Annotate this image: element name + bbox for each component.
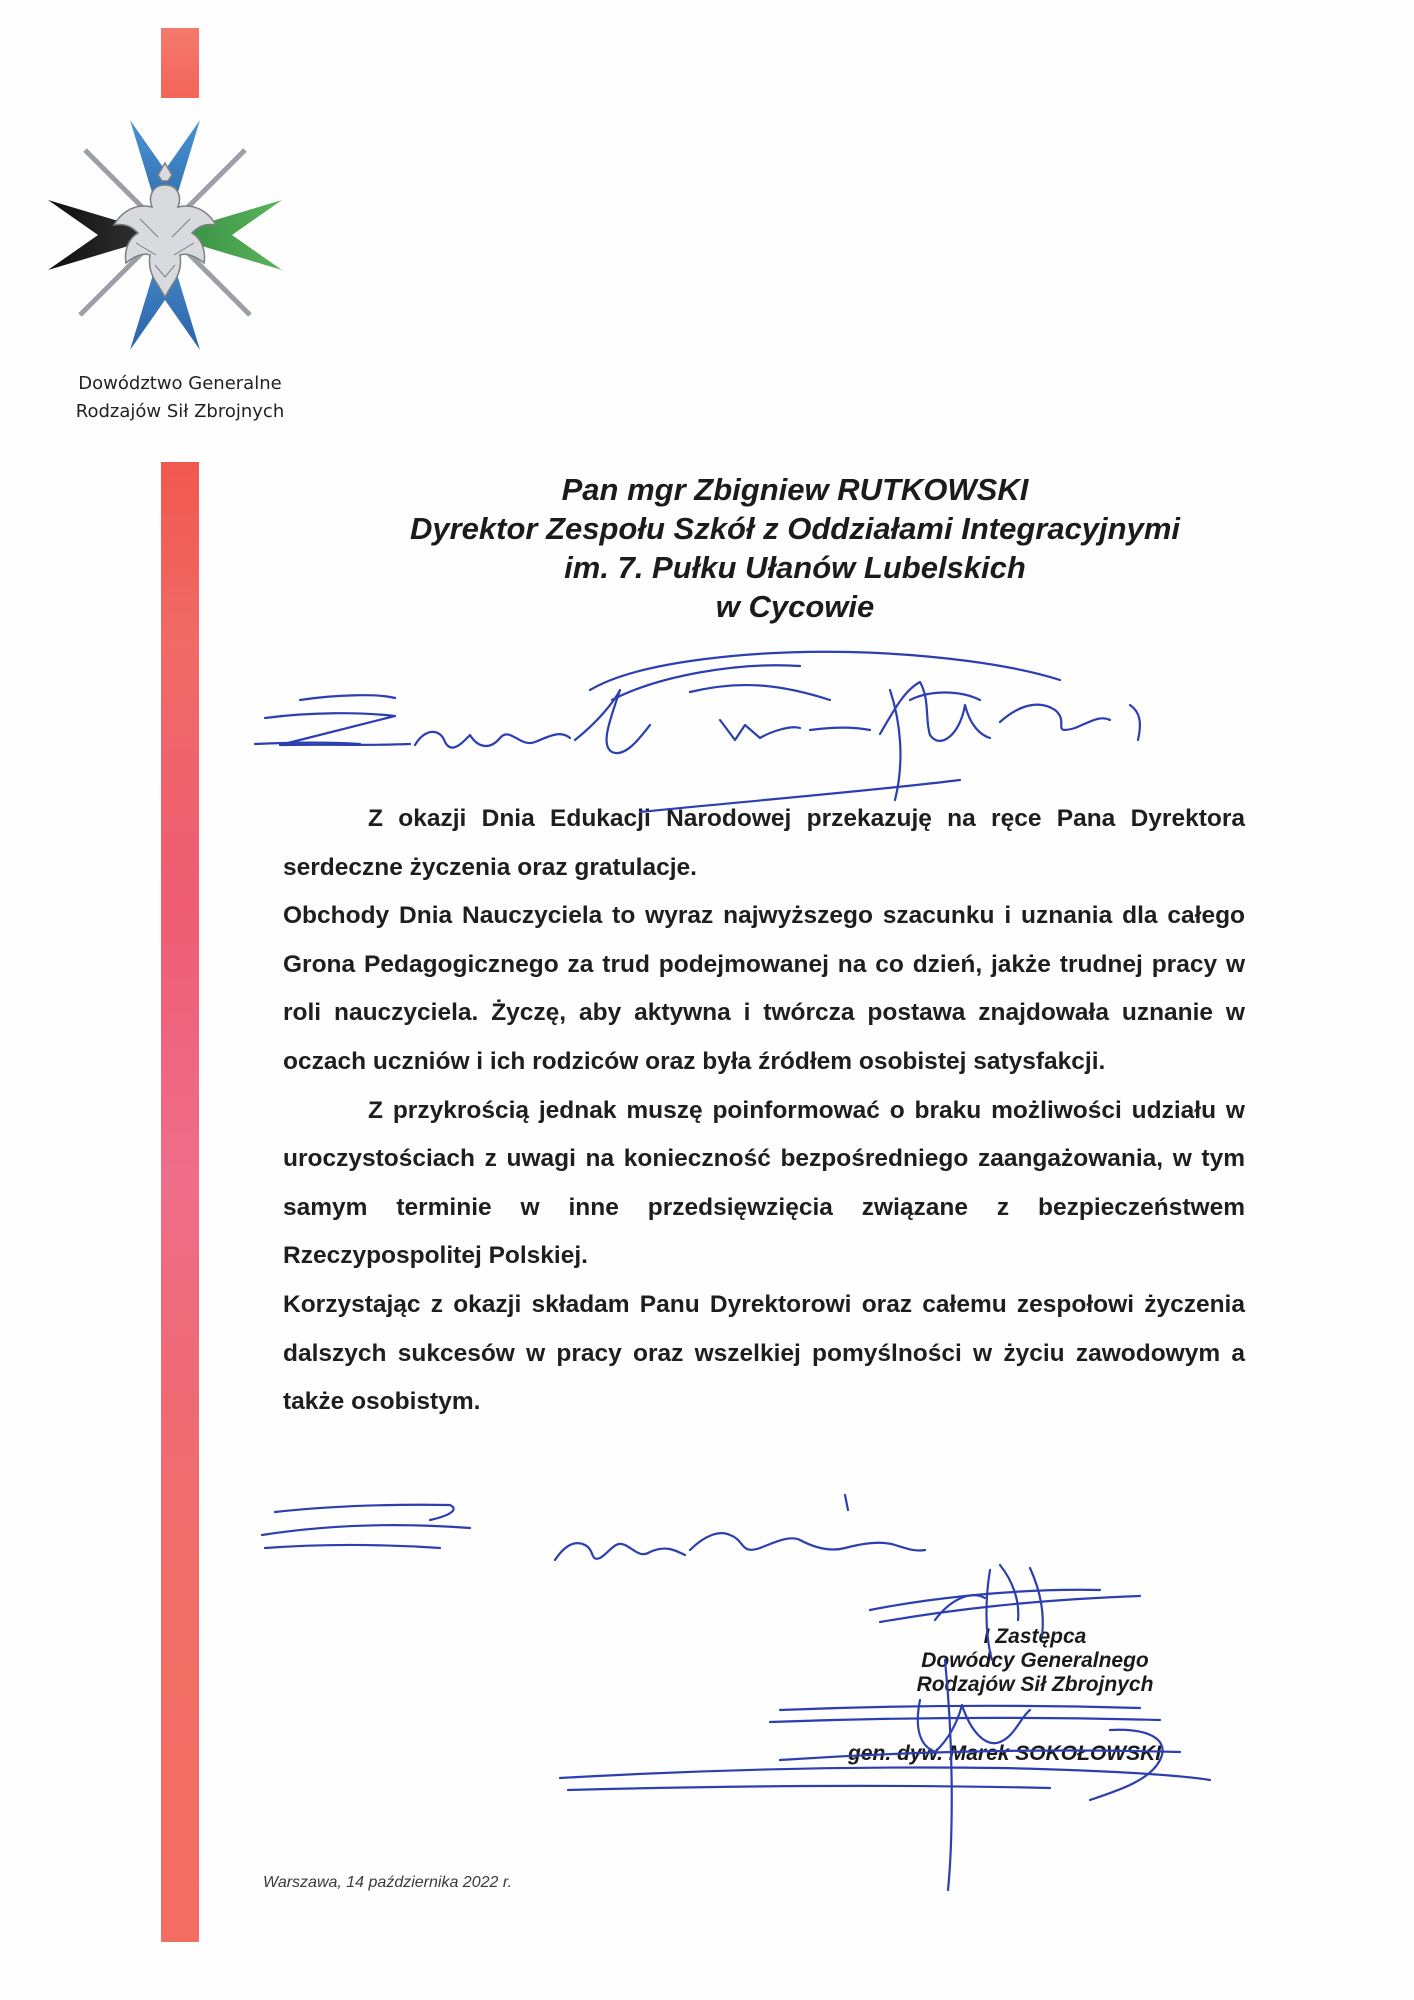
letter-body bbox=[283, 795, 1245, 1427]
addressee-location: w Cycowie bbox=[715, 589, 875, 624]
body-paragraph-2: Obchody Dnia Nauczyciela to wyraz najwyższego szacunku i uznania dla całego Grona Pedagogicznego za trud podejmowanej na co dzień, jakże trudnej pracy w roli nauczyciela. Życzę, aby aktywna i twórcza postawa znajdowała uznanie w oczach uczniów i ich rodziców oraz była źródłem osobistej satysfakcji. bbox=[283, 902, 1245, 1075]
addressee-position: Dyrektor Zespołu Szkół z Oddziałami Integracyjnymi bbox=[409, 511, 1181, 546]
place-and-date: Warszawa, 14 października 2022 r. bbox=[263, 1874, 513, 1891]
addressee-block bbox=[300, 470, 1290, 626]
signatory-title-line2: Dowódcy Generalnego bbox=[921, 1649, 1149, 1672]
addressee-name: Pan mgr Zbigniew RUTKOWSKI bbox=[561, 472, 1029, 507]
signatory-title bbox=[820, 1625, 1250, 1697]
top-red-stripe bbox=[161, 28, 199, 98]
signatory-name: gen. dyw. Marek SOKOŁOWSKI bbox=[848, 1742, 1162, 1765]
military-cross-eagle-emblem-icon bbox=[40, 115, 290, 355]
organization-name bbox=[0, 370, 360, 426]
organization-name-line1: Dowództwo Generalne bbox=[78, 373, 282, 394]
organization-name-line2: Rodzajów Sił Zbrojnych bbox=[75, 401, 285, 422]
handwritten-closing bbox=[262, 1495, 925, 1560]
body-paragraph-3: Z przykrością jednak muszę poinformować o braku możliwości udziału w uroczystościach z uwagi na konieczność bezpośredniego zaangażowania, w tym samym terminie w inne przedsięwzięcia związane z bezpieczeństwem Rzeczypospolitej Polskiej. bbox=[283, 1096, 1245, 1270]
body-paragraph-4: Korzystając z okazji składam Panu Dyrektorowi oraz całemu zespołowi życzenia dalszych sukcesów w pracy oraz wszelkiej pomyślności w życiu zawodowym a także osobistym. bbox=[283, 1290, 1245, 1416]
signatory-title-line3: Rodzajów Sił Zbrojnych bbox=[916, 1673, 1154, 1696]
body-paragraph-1: Z okazji Dnia Edukacji Narodowej przekazuję na ręce Pana Dyrektora serdeczne życzenia oraz gratulacje. bbox=[283, 805, 1245, 881]
signatory-title-line1: I Zastępca bbox=[983, 1625, 1087, 1648]
handwritten-signature bbox=[560, 1565, 1210, 1890]
addressee-school-patron: im. 7. Pułku Ułanów Lubelskich bbox=[564, 550, 1026, 585]
handwritten-salutation-signature bbox=[255, 652, 1140, 812]
side-red-stripe bbox=[161, 462, 199, 1942]
